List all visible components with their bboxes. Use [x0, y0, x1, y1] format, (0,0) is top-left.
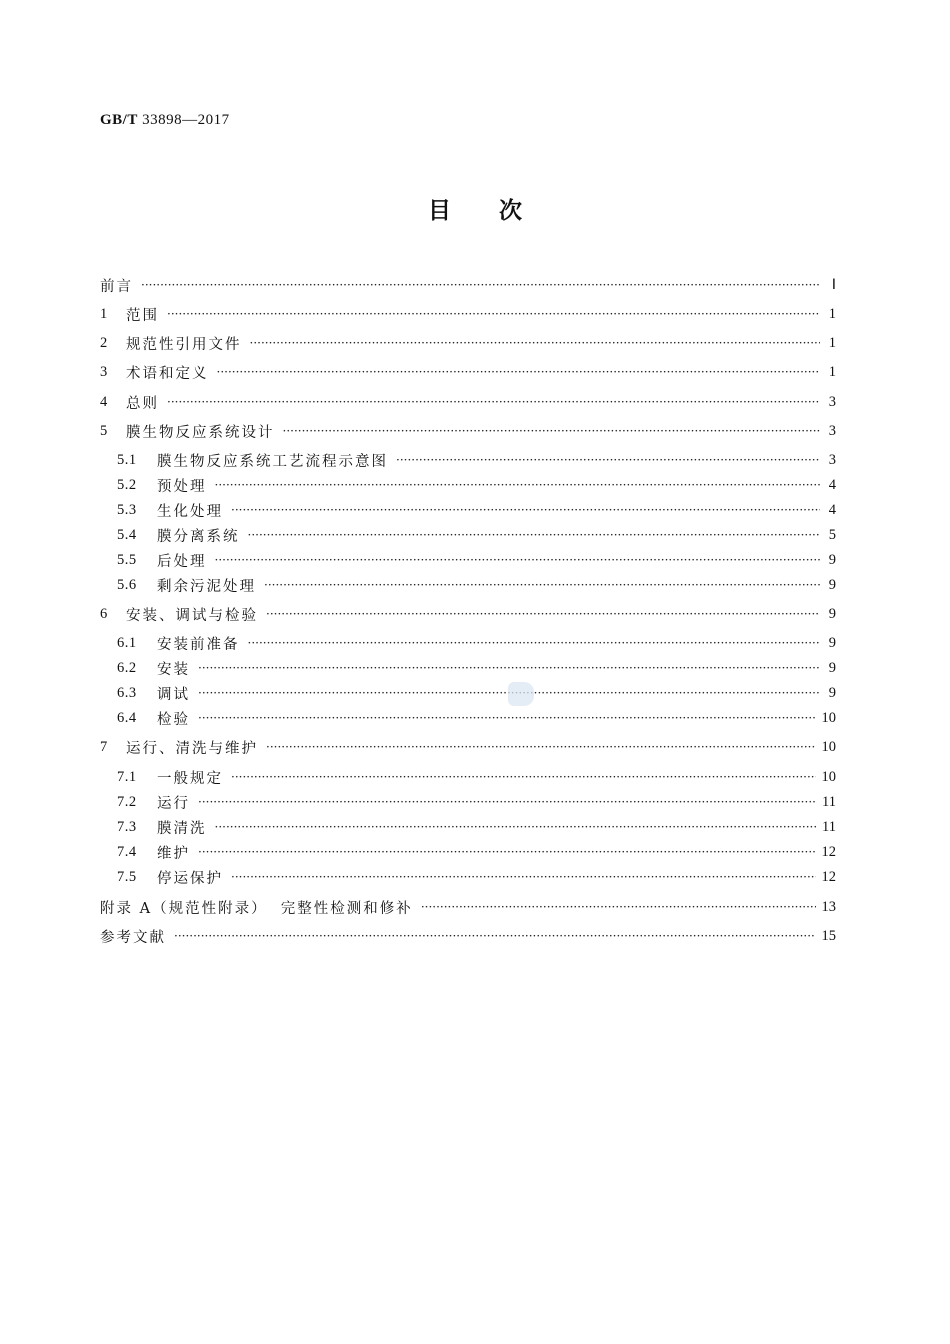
toc-label: 安装前准备: [157, 636, 240, 653]
toc-leader-dots: [217, 365, 821, 379]
toc-section-number: 6: [100, 605, 108, 622]
toc-section-number: 5.5: [117, 551, 137, 568]
toc-entry-foreword[interactable]: [100, 274, 836, 296]
toc-section-number: 7.4: [117, 843, 137, 860]
toc-section-number: 5.4: [117, 526, 137, 543]
toc-section-number: 7.1: [117, 768, 137, 785]
toc-leader-dots: [396, 453, 820, 467]
toc-page-number: 9: [828, 634, 836, 651]
toc-page-number: 3: [828, 422, 836, 439]
toc-entry-1[interactable]: [100, 303, 836, 325]
toc-section-number: 6.4: [117, 709, 137, 726]
toc-entry-appendix-a[interactable]: [100, 896, 836, 918]
toc-page-number: 9: [828, 605, 836, 622]
toc-entry-5[interactable]: [100, 420, 836, 442]
toc-page-number: 9: [828, 551, 836, 568]
toc-section-number: 6.1: [117, 634, 137, 651]
toc-leader-dots: [421, 900, 816, 914]
toc-leader-dots: [266, 740, 816, 754]
toc-page-number: 10: [821, 738, 836, 755]
toc-entry-7-5[interactable]: [117, 866, 836, 888]
toc-entry-6-2[interactable]: [117, 657, 836, 679]
toc-entry-5-3[interactable]: [117, 499, 836, 521]
toc-page-number: 1: [828, 363, 836, 380]
toc-section-number: 3: [100, 363, 108, 380]
toc-page-number: 11: [822, 818, 836, 835]
toc-label: 安装、调试与检验: [126, 607, 258, 624]
toc-label: 术语和定义: [126, 365, 209, 382]
toc-leader-dots: [266, 607, 820, 621]
toc-page-number: 3: [828, 393, 836, 410]
toc-page-number: 3: [828, 451, 836, 468]
toc-page-number: Ⅰ: [831, 276, 836, 293]
toc-label: 检验: [157, 711, 190, 728]
toc-leader-dots: [264, 578, 820, 592]
toc-label: 预处理: [157, 478, 207, 495]
toc-leader-dots: [231, 770, 816, 784]
toc-page-number: 12: [821, 843, 836, 860]
standard-prefix: GB/T: [100, 112, 138, 128]
toc-entry-5-6[interactable]: [117, 574, 836, 596]
toc-section-number: 2: [100, 334, 108, 351]
toc-label: 膜分离系统: [157, 528, 240, 545]
toc-label: 后处理: [157, 553, 207, 570]
toc-leader-dots: [248, 636, 821, 650]
title-char-2: 次: [499, 198, 522, 224]
toc-label: 运行: [157, 795, 190, 812]
toc-page-number: 15: [821, 927, 836, 944]
toc-section-number: 6.2: [117, 659, 137, 676]
standard-number: [100, 112, 230, 129]
toc-section-number: 7.2: [117, 793, 137, 810]
toc-page-number: 10: [821, 768, 836, 785]
toc-leader-dots: [215, 478, 821, 492]
toc-leader-dots: [198, 711, 816, 725]
page-title: [0, 192, 950, 225]
standard-code: 33898—2017: [142, 112, 230, 128]
toc-section-number: 5.2: [117, 476, 137, 493]
toc-page-number: 13: [821, 898, 836, 915]
toc-leader-dots: [167, 395, 820, 409]
toc-entry-4[interactable]: [100, 391, 836, 413]
toc-label: 安装: [157, 661, 190, 678]
toc-entry-6-3[interactable]: [117, 682, 836, 704]
toc-page-number: 10: [821, 709, 836, 726]
toc-section-number: 4: [100, 393, 108, 410]
toc-leader-dots: [215, 820, 817, 834]
toc-label: 膜生物反应系统工艺流程示意图: [157, 453, 388, 470]
toc-label: 维护: [157, 845, 190, 862]
toc-leader-dots: [167, 307, 820, 321]
toc-entry-7[interactable]: [100, 736, 836, 758]
toc-page-number: 9: [828, 659, 836, 676]
toc-label: 运行、清洗与维护: [126, 740, 258, 757]
toc-entry-6-1[interactable]: [117, 632, 836, 654]
toc-leader-dots: [250, 336, 821, 350]
toc-label: 一般规定: [157, 770, 223, 787]
toc-leader-dots: [248, 528, 821, 542]
toc-leader-dots: [198, 661, 820, 675]
toc-section-number: 5.1: [117, 451, 137, 468]
toc-page-number: 9: [828, 684, 836, 701]
toc-entry-5-1[interactable]: [117, 449, 836, 471]
toc-label: 规范性引用文件: [126, 336, 242, 353]
toc-section-number: 5.3: [117, 501, 137, 518]
toc-entry-7-3[interactable]: [117, 816, 836, 838]
toc-label: 前言: [100, 278, 133, 295]
toc-label: 总则: [126, 395, 159, 412]
toc-label: 停运保护: [157, 870, 223, 887]
toc-section-number: 7: [100, 738, 108, 755]
toc-entry-3[interactable]: [100, 361, 836, 383]
toc-entry-2[interactable]: [100, 332, 836, 354]
toc-leader-dots: [215, 553, 821, 567]
toc-entry-7-1[interactable]: [117, 766, 836, 788]
toc-label: 生化处理: [157, 503, 223, 520]
toc-section-number: 6.3: [117, 684, 137, 701]
toc-leader-dots: [198, 845, 816, 859]
toc-entry-6[interactable]: [100, 603, 836, 625]
toc-label: 调试: [157, 686, 190, 703]
watermark-logo: [508, 682, 534, 706]
toc-page-number: 1: [828, 334, 836, 351]
toc-entry-5-2[interactable]: [117, 474, 836, 496]
toc-entry-7-2[interactable]: [117, 791, 836, 813]
toc-label: 附录 A（规范性附录） 完整性检测和修补: [100, 900, 413, 917]
toc-entry-5-4[interactable]: [117, 524, 836, 546]
toc-leader-dots: [198, 795, 816, 809]
toc-page-number: 1: [828, 305, 836, 322]
toc-section-number: 5.6: [117, 576, 137, 593]
toc-page-number: 11: [822, 793, 836, 810]
toc-page-number: 4: [828, 476, 836, 493]
toc-section-number: 5: [100, 422, 108, 439]
toc-section-number: 7.5: [117, 868, 137, 885]
toc-entry-references[interactable]: [100, 925, 836, 947]
toc-page-number: 12: [821, 868, 836, 885]
toc-label: 参考文献: [100, 929, 166, 946]
toc-label: 膜清洗: [157, 820, 207, 837]
toc-section-number: 1: [100, 305, 108, 322]
toc-entry-7-4[interactable]: [117, 841, 836, 863]
toc-page-number: 4: [828, 501, 836, 518]
toc-label: 膜生物反应系统设计: [126, 424, 275, 441]
toc-entry-6-4[interactable]: [117, 707, 836, 729]
toc-leader-dots: [231, 503, 820, 517]
toc-leader-dots: [174, 929, 816, 943]
toc-leader-dots: [283, 424, 821, 438]
toc-label: 范围: [126, 307, 159, 324]
toc-page-number: 9: [828, 576, 836, 593]
toc-section-number: 7.3: [117, 818, 137, 835]
title-char-1: 目: [428, 198, 451, 224]
toc-leader-dots: [231, 870, 816, 884]
toc-leader-dots: [141, 278, 820, 292]
toc-page-number: 5: [828, 526, 836, 543]
toc-label: 剩余污泥处理: [157, 578, 256, 595]
toc-entry-5-5[interactable]: [117, 549, 836, 571]
